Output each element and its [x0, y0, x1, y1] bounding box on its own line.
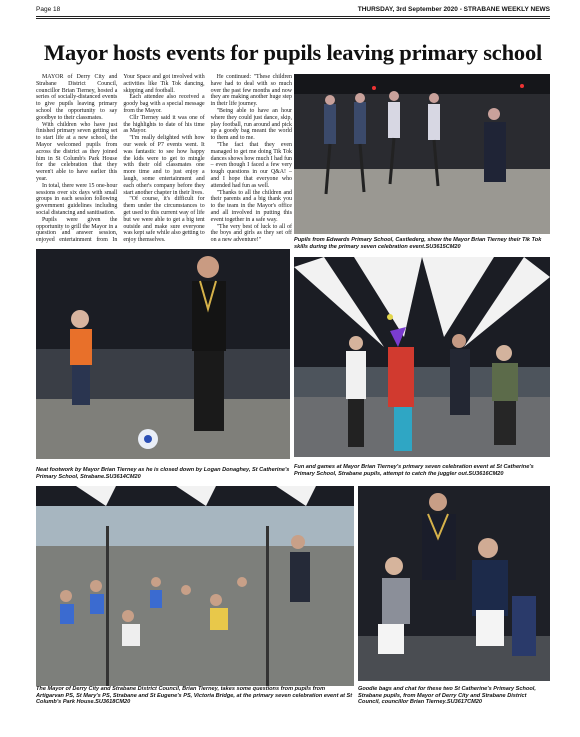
article-paragraph: "Of course, it's difficult for them under the circumstances to get used to this current way of life but we were able to get a big tent outside and make sure everyone was kept safe while also getting to enjoy themselves. — [123, 196, 205, 244]
header-rule — [36, 16, 550, 17]
header-rule-thin — [36, 18, 550, 19]
article-paragraph: Cllr Tierney said it was one of the highlights to date of his time as Mayor. — [123, 114, 205, 135]
article-paragraph: Pupils were given the opportunity to grill the Mayor in a question and answer session, enjoyed entertainment from In Your Space and got involved with activities like Tik Tok dancing, skipping and football. — [36, 74, 205, 244]
article-paragraph: Each attendee also received a goody bag with a special message from the Mayor. — [123, 94, 205, 114]
headline: Mayor hosts events for pupils leaving primary school — [43, 40, 543, 65]
page-header — [36, 4, 550, 16]
article-paragraph: With children who have just finished primary seven getting set to start life at a new school, the Mayor welcomed pupils from across the district as they joined him in St Columb's Park House for the celebration that they weren't able to have earlier this year. — [36, 121, 118, 182]
caption-goodybags: Goodie bags and chat for these two St Catherine's Primary School, Strabane pupils, from Mayor of Derry City and Strabane District Council, councillor Brian Tierney.SU3617CM20 — [358, 686, 536, 705]
photo-juggler — [294, 257, 550, 457]
article-paragraph: In total, there were 15 one-hour sessions over six days with small groups in each session following government guidelines including social distancing and sanitisation. — [36, 182, 118, 216]
article-paragraph: "The very best of luck to all of the boys and girls as they set off on a new adventure!" — [210, 223, 292, 244]
article-paragraph: "I'm really delighted with how our week of P7 events went. It was fantastic to see how happy the kids were to get to mingle with their old classmates one more time and to just enjoy a laugh, some entertainment and each other's company before they start another chapter in their lives. — [123, 135, 205, 196]
caption-questions: The Mayor of Derry City and Strabane District Council, Brian Tierney, takes some questions from pupils from Artigarvan PS, St Mary's PS, Strabane and St Eugene's PS, Victoria Bridge, at the primary seven celebration event at St Columb's Park House.SU3618CM20 — [36, 686, 353, 705]
article-paragraph: MAYOR of Derry City and Strabane District Council, councillor Brian Tierney, hosted a series of socially-distanced events to give pupils leaving primary school the opportunity to say goodbye to their classmates. — [36, 74, 118, 121]
photo-questions — [36, 486, 354, 686]
caption-tiktok: Pupils from Edwards Primary School, Castlederg, show the Mayor Brian Tierney their Tik Tok skills during the primary seven celebration event.SU3615CM20 — [294, 237, 542, 250]
caption-football: Neat footwork by Mayor Brian Tierney as he is closed down by Logan Donaghey, St Catherine's Primary School, Strabane.SU3614CM20 — [36, 467, 290, 480]
page-number: Page 18 — [36, 6, 61, 13]
article-paragraph: "Thanks to all the children and their parents and a big thank you to the team in the Mayor's office and all involved in putting this event together in a safe way. — [210, 189, 292, 223]
photo-goodybags — [358, 486, 550, 681]
caption-juggler: Fun and games at Mayor Brian Tierney's primary seven celebration event at St Catherine's Primary School, Strabane pupils, attempt to catch the juggler out.SU3616CM20 — [294, 464, 534, 477]
article-paragraph: "Being able to have an hour where they could just dance, skip, play football, run around and pick up a goody bag meant the world to them and to me. — [210, 107, 292, 142]
article-body — [36, 74, 292, 244]
date-masthead: THURSDAY, 3rd September 2020 - STRABANE WEEKLY NEWS — [357, 6, 550, 13]
article-paragraph: He continued: "These children have had to deal with so much over the past few months and now they are making another huge step in their life journey. — [210, 74, 292, 108]
photo-football — [36, 249, 290, 459]
article-paragraph: "The fact that they even managed to get me doing Tik Tok dances shows how much I had fun – even though I faced a few very tough questions in our Q&A! – and I hope that everyone who attended had fun as well. — [210, 141, 292, 189]
photo-tiktok — [294, 74, 550, 234]
